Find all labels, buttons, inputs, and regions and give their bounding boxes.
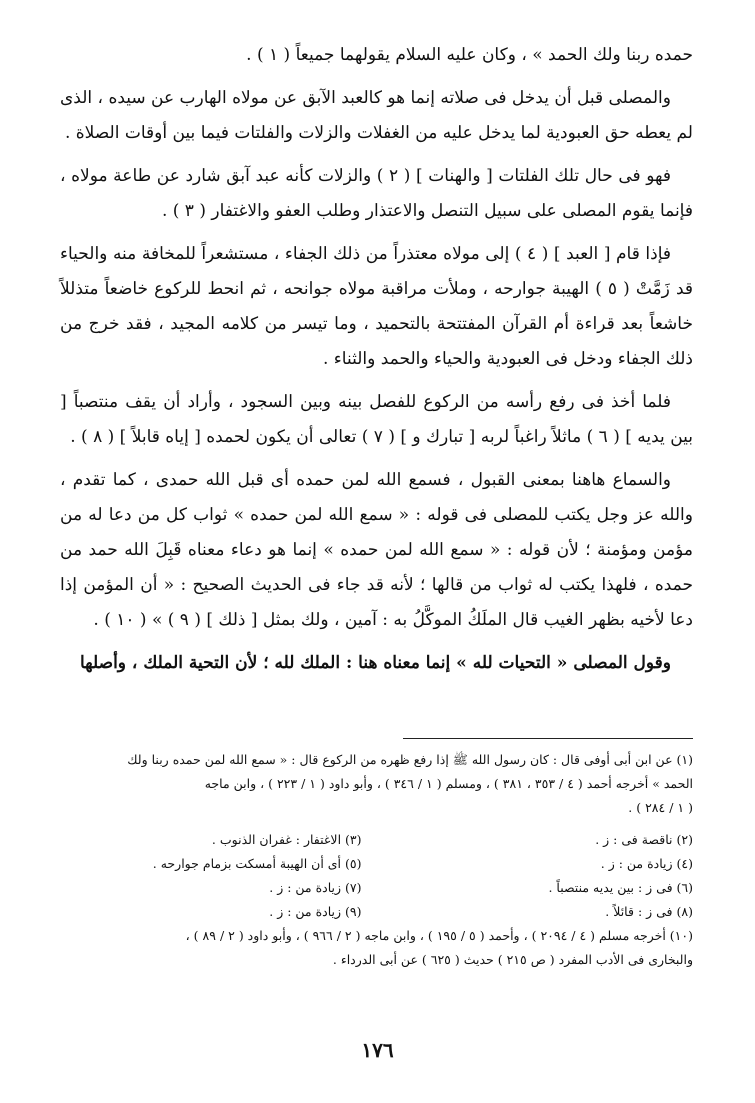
footnote-9: (٩) زيادة من : ز . [269, 904, 362, 919]
paragraph-1: حمده ربنا ولك الحمد » ، وكان عليه السلام يقولهما جميعاً ( ١ ) . [246, 45, 693, 65]
footnote-4: (٤) زيادة من : ز . [600, 856, 693, 871]
footnotes [60, 748, 693, 972]
footnote-10-line-2: والبخارى فى الأدب المفرد ( ص ٢١٥ ) حديث ( ٦٢٥ ) عن أبى الدرداء . [332, 952, 693, 967]
footnote-3: (٣) الاغتفار : غفران الذنوب . [211, 832, 362, 847]
paragraph-5: فلما أخذ فى رفع رأسه من الركوع للفصل بينه وبين السجود ، وأراد أن يقف منتصباً [ بين يديه ] ( ٦ ) ماثلاً راغباً لربه [ تبارك و ] ( ٧ ) تعالى أن يكون لحمده [ إياه قابلاً ] ( ٨ ) . [60, 392, 693, 447]
page-number: ١٧٦ [361, 1038, 394, 1062]
footnote-6: (٦) فى ز : بين يديه منتصباً . [548, 880, 693, 895]
footnote-2: (٢) ناقصة فى : ز . [595, 832, 693, 847]
paragraph-2: والمصلى قبل أن يدخل فى صلاته إنما هو كالعبد الآبق عن مولاه الهارب عن سيده ، الذى لم يعطه حق العبودية لما يدخل عليه من الغفلات والزلات والفلتات فيما بين أوقات الصلاة . [60, 88, 693, 143]
footnote-1-line-2: الحمد » أخرجه أحمد ( ٤ / ٣٥٣ ، ٣٨١ ) ، ومسلم ( ١ / ٣٤٦ ) ، وأبو داود ( ١ / ٢٢٣ ) ، وابن ماجه [204, 776, 693, 791]
main-text [60, 38, 693, 689]
footnote-8: (٨) فى ز : قائلاً . [605, 904, 693, 919]
footnote-grid [60, 828, 693, 924]
paragraph-3: فهو فى حال تلك الفلتات [ والهنات ] ( ٢ ) والزلات كأنه عبد آبق شارد عن طاعة مولاه ، فإنما يقوم المصلى على سبيل التنصل والاعتذار وطلب العفو والاغتفار ( ٣ ) . [60, 166, 693, 221]
paragraph-4: فإذا قام [ العبد ] ( ٤ ) إلى مولاه معتذراً من ذلك الجفاء ، مستشعراً للمخافة منه والحياء قد زَمَّتْ ( ٥ ) الهيبة جوارحه ، وملأت مراقبة مولاه جوانحه ، ثم انحط للركوع خاضعاً متذللاً خاشعاً بعد قراءة أم القرآن المفتتحة بالتحميد ، وما تيسر من كلامه المجيد ، فقد خرج من ذلك الجفاء ودخل فى العبودية والحياء والحمد والثناء . [60, 244, 694, 369]
footnote-5: (٥) أى أن الهيبة أمسكت بزمام جوارحه . [152, 856, 362, 871]
footnote-10-line-1: (١٠) أخرجه مسلم ( ٤ / ٢٠٩٤ ) ، وأحمد ( ٥ / ١٩٥ ) ، وابن ماجه ( ٢ / ٩٦٦ ) ، وأبو داود ( ٢ / ٨٩ ) ، [185, 928, 693, 943]
footnote-divider [403, 738, 693, 739]
footnote-1-line-3: ( ١ / ٢٨٤ ) . [628, 800, 693, 815]
footnote-1-line-1: (١) عن ابن أبى أوفى قال : كان رسول الله ﷺ إذا رفع ظهره من الركوع قال : « سمع الله لمن حمده ربنا ولك [127, 752, 693, 767]
footnote-7: (٧) زيادة من : ز . [269, 880, 362, 895]
paragraph-7: وقول المصلى « التحيات لله » إنما معناه هنا : الملك لله ؛ لأن التحية الملك ، وأصلها [79, 653, 671, 673]
paragraph-6: والسماع هاهنا بمعنى القبول ، فسمع الله لمن حمده أى قبل الله حمدى ، كما تقدم ، والله عز وجل يكتب للمصلى فى قوله : « سمع الله لمن حمده » ثواب كل من دعا له من مؤمن ومؤمنة ؛ لأن قوله : « سمع الله لمن حمده » إنما هو دعاء معناه قَبِلَ الله حمد من حمده ، فلهذا يكتب له ثواب من قالها ؛ لأنه قد جاء فى الحديث الصحيح : « أن المؤمن إذا دعا لأخيه بظهر الغيب قال الملَكُ الموكَّلُ به : آمين ، ولك بمثل [ ذلك ] ( ٩ ) » ( ١٠ ) . [60, 470, 693, 630]
